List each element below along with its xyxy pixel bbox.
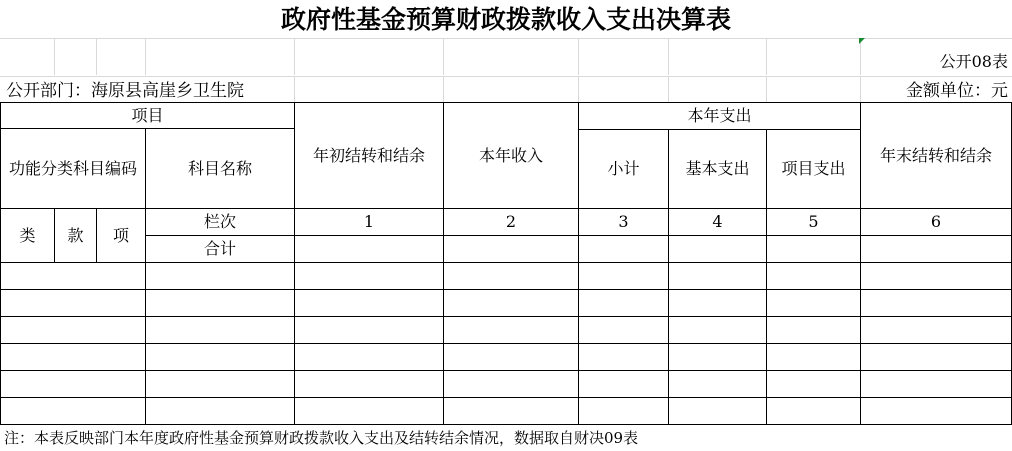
table-row-cell [668,343,767,371]
column-label: 栏次 [145,208,295,236]
table-row-cell [294,316,444,344]
header-project-expense: 项目支出 [766,129,861,209]
table-row-cell [443,289,579,317]
table-row-cell [145,343,295,371]
table-row-cell [443,397,579,425]
table-row-cell [860,262,1012,290]
table-row-cell [0,343,146,371]
table-row-cell [668,370,767,398]
header-basic: 基本支出 [668,129,767,209]
table-row-cell [860,316,1012,344]
department-label: 公开部门：海原县高崖乡卫生院 [6,81,244,101]
col-number-2: 2 [443,208,579,236]
table-row-cell [145,289,295,317]
budget-table [0,102,1012,424]
total-cell [443,235,579,263]
header-project: 项目 [0,102,295,129]
header-xiang: 项 [96,208,146,263]
total-label: 合计 [145,235,295,263]
col-number-5: 5 [766,208,861,236]
table-row-cell [860,397,1012,425]
table-row-cell [766,370,861,398]
total-cell [578,235,669,263]
table-row-cell [0,397,146,425]
info-row [0,76,1012,103]
header-income: 本年收入 [443,102,579,209]
table-row-cell [578,289,669,317]
table-row-cell [294,289,444,317]
table-row-cell [145,397,295,425]
table-row-cell [443,370,579,398]
table-code: 公开08表 [939,52,1008,71]
header-expense: 本年支出 [578,102,861,130]
table-row-cell [294,397,444,425]
header-func-code: 功能分类科目编码 [0,128,146,209]
col-number-3: 3 [578,208,669,236]
table-row-cell [578,343,669,371]
table-row-cell [0,316,146,344]
table-row-cell [145,316,295,344]
header-kuan: 款 [54,208,97,263]
table-row-cell [766,316,861,344]
table-row-cell [668,316,767,344]
header-subject-name: 科目名称 [145,128,295,209]
table-row-cell [766,262,861,290]
table-row-cell [443,316,579,344]
table-row-cell [294,343,444,371]
table-row-cell [860,370,1012,398]
cell-comment-marker [859,38,865,44]
footnote: 注：本表反映部门本年度政府性基金预算财政拨款收入支出及结转结余情况，数据取自财决09表 [4,429,639,447]
table-row-cell [578,397,669,425]
header-subtotal: 小计 [578,129,669,209]
table-row-cell [443,343,579,371]
table-row-cell [578,262,669,290]
header-lei: 类 [0,208,55,263]
table-row-cell [668,289,767,317]
table-row-cell [0,370,146,398]
unit-label: 金额单位：元 [906,81,1008,101]
header-carry-end: 年末结转和结余 [860,102,1012,209]
page-title: 政府性基金预算财政拨款收入支出决算表 [280,5,731,34]
table-row-cell [578,370,669,398]
total-cell [860,235,1012,263]
table-row-cell [766,397,861,425]
table-row-cell [294,370,444,398]
table-row-cell [766,343,861,371]
table-row-cell [668,397,767,425]
table-row-cell [668,262,767,290]
total-cell [766,235,861,263]
table-row-cell [860,289,1012,317]
header-carry-begin: 年初结转和结余 [294,102,444,209]
table-row-cell [766,289,861,317]
col-number-6: 6 [860,208,1012,236]
table-row-cell [0,289,146,317]
table-row-cell [443,262,579,290]
table-row-cell [0,262,146,290]
col-number-4: 4 [668,208,767,236]
total-cell [668,235,767,263]
col-number-1: 1 [294,208,444,236]
table-row-cell [578,316,669,344]
total-cell [294,235,444,263]
table-row-cell [145,370,295,398]
table-row-cell [294,262,444,290]
table-row-cell [860,343,1012,371]
table-row-cell [145,262,295,290]
